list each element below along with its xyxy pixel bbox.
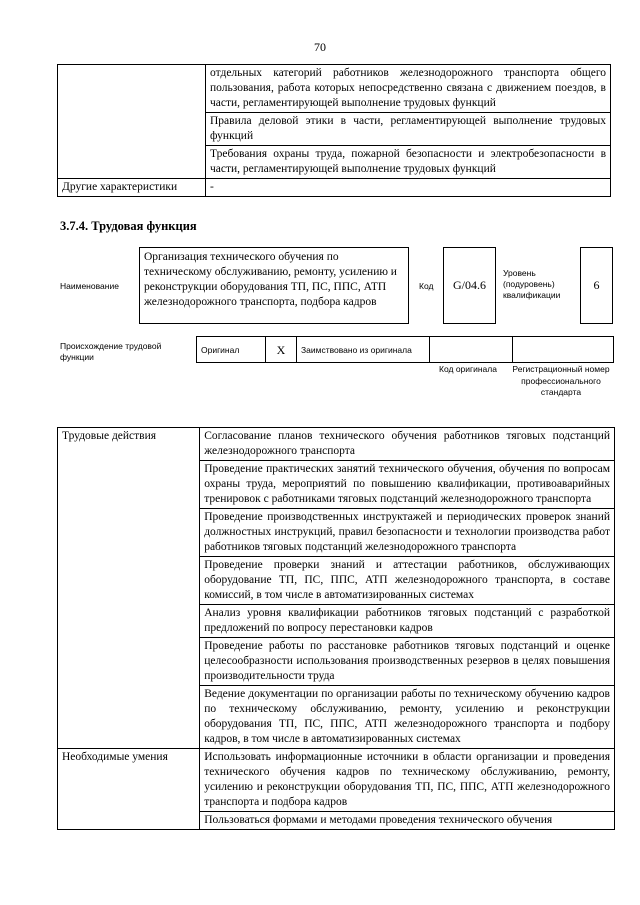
code-original-cell — [430, 337, 513, 363]
reg-number-cell — [513, 337, 614, 363]
table-row — [58, 428, 615, 461]
reg-number-label: Регистрационный номер профессионального стандарта — [512, 364, 610, 397]
function-name-value: Организация технического обучения по техническому обслуживанию, ремонту, усилению и реконструкции оборудования ТП, ПС, ППС, АТП железнодорожного транспорта, подбора кадров — [139, 247, 409, 324]
table-row — [58, 65, 611, 113]
code-label: Код — [419, 281, 434, 291]
qualification-level-value: 6 — [580, 247, 613, 324]
list-item: Согласование планов технического обучения работников тяговых подстанций железнодорожного транспорта — [200, 428, 615, 461]
list-item: Использовать информационные источники в области организации и проведения технического обучения кадров по техническому обслуживанию, ремонту, усилению и реконструкции оборудования ТП, ПС, ППС, АТП железнодорожного транспорта и подбора кадров — [200, 749, 615, 812]
list-item: Ведение документации по организации работы по техническому обучению кадров по техническому обслуживанию, ремонту, усилению и реконструкции оборудования ТП, ПС, ППС, АТП железнодорожного транспорта и подбору кадров, в том числе в автоматизированных системах — [200, 686, 615, 749]
borrowed-label: Заимствовано из оригинала — [297, 337, 430, 363]
group-label: Трудовые действия — [58, 428, 200, 749]
actions-table — [57, 427, 615, 830]
table-row — [197, 337, 614, 363]
name-label: Наименование — [60, 281, 119, 291]
origin-label: Происхождение трудовой функции — [60, 341, 162, 362]
table-row — [58, 179, 611, 197]
characteristics-table — [57, 64, 611, 197]
section-heading: 3.7.4. Трудовая функция — [60, 219, 197, 233]
original-mark: X — [266, 337, 297, 363]
list-item: Проведение проверки знаний и аттестации работников, обслуживающих оборудование ТП, ПС, ППС, АТП железнодорожного транспорта, в составе комиссий, в том числе в автоматизированных системах — [200, 557, 615, 605]
table-cell-value: отдельных категорий работников железнодорожного транспорта общего пользования, работа которых непосредственно связана с движением поездов, в части, регламентирующей выполнение трудовых функций — [206, 65, 611, 113]
list-item: Проведение производственных инструктажей и периодических проверок знаний должностных инструкций, правил безопасности и технологии производства работ работников тяговых подстанций железнодорожного транспорта — [200, 509, 615, 557]
table-cell-value: - — [206, 179, 611, 197]
list-item: Проведение практических занятий технического обучения, обучения по вопросам охраны труда, мероприятий по повышению квалификации, противоаварийных тренировок с работниками тяговых подстанций железнодорожного транспорта — [200, 461, 615, 509]
group-label: Необходимые умения — [58, 749, 200, 830]
origin-table — [196, 336, 614, 363]
page-number: 70 — [314, 40, 326, 54]
table-cell-value: Требования охраны труда, пожарной безопасности и электробезопасности в части, регламентирующей выполнение трудовых функций — [206, 146, 611, 179]
table-row — [58, 749, 615, 812]
list-item: Проведение работы по расстановке работников тяговых подстанций и оценке целесообразности использования производственных резервов в целях повышения производительности труда — [200, 638, 615, 686]
list-item: Пользоваться формами и методами проведения технического обучения — [200, 812, 615, 830]
code-original-label: Код оригинала — [439, 364, 497, 374]
original-label: Оригинал — [197, 337, 266, 363]
table-cell-label: Другие характеристики — [58, 179, 206, 197]
function-code-value: G/04.6 — [443, 247, 496, 324]
table-cell-label — [58, 65, 206, 179]
table-cell-value: Правила деловой этики в части, регламентирующей выполнение трудовых функций — [206, 113, 611, 146]
level-label: Уровень (подуровень) квалификации — [503, 268, 561, 300]
list-item: Анализ уровня квалификации работников тяговых подстанций с разработкой предложений по вопросу перестановки кадров — [200, 605, 615, 638]
